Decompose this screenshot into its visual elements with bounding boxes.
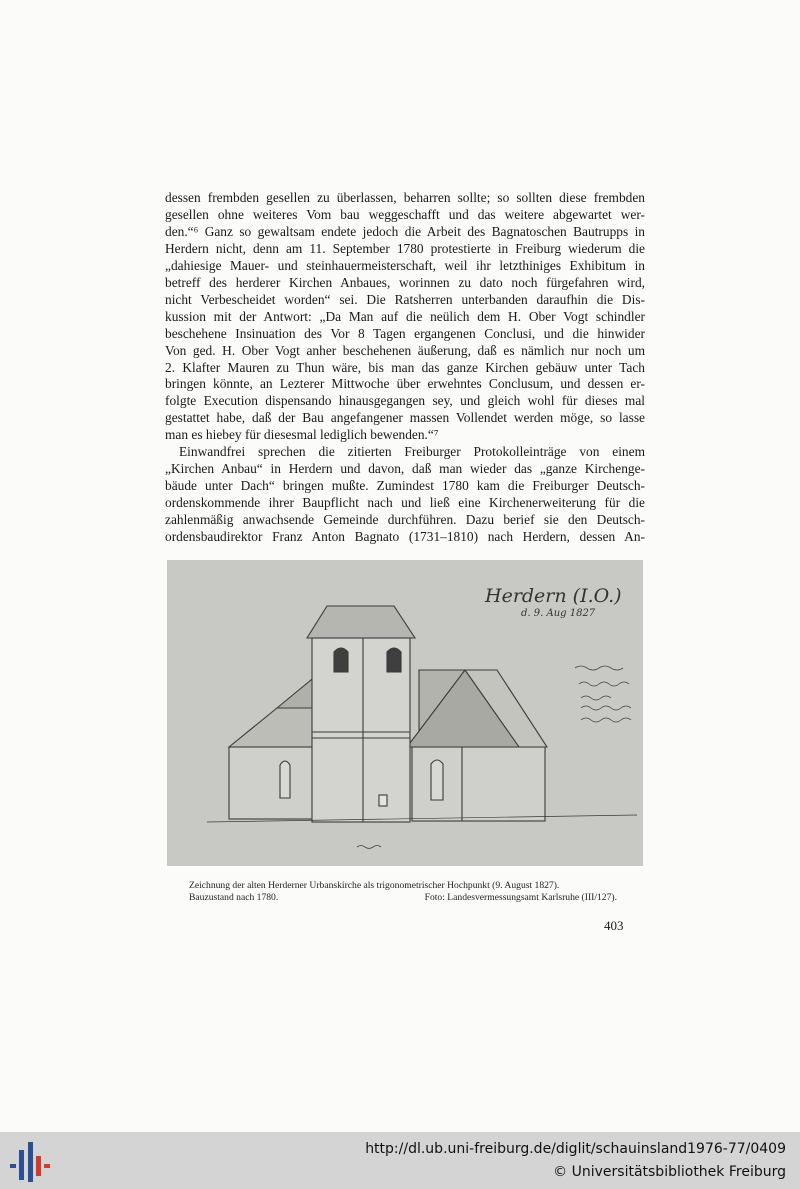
footer-bar bbox=[0, 1132, 800, 1189]
text-line: nicht Verbescheidet worden“ sei. Die Ratsherren unterbanden daraufhin die Dis- bbox=[165, 291, 645, 307]
drawing-inscription: Herdern (I.O.) bbox=[485, 585, 622, 607]
text-line: bäude unter Dach“ bringen mußte. Zumindest 1780 kam die Freiburger Deutsch- bbox=[165, 478, 645, 494]
page-number: 403 bbox=[604, 918, 624, 933]
church-drawing bbox=[167, 560, 643, 866]
text-line: gesellen ohne weiteres Vom bau weggeschafft und das weitere abgewartet wer- bbox=[165, 206, 645, 222]
text-line: folgte Execution dispensando hinausgegangen sey, und gleich wohl für dieses mal bbox=[165, 393, 645, 409]
text-line: dessen frembden gesellen zu überlassen, beharren sollte; so sollten diese frembden bbox=[165, 190, 645, 205]
copyright-notice: © Universitätsbibliothek Freiburg bbox=[553, 1164, 786, 1180]
caption-line-1: Zeichnung der alten Herderner Urbanskirche als trigonometrischer Hochpunkt (9. August 1827). bbox=[189, 880, 560, 891]
library-logo-icon bbox=[10, 1140, 52, 1182]
text-line: kussion mit der Antwort: „Da Man auf die neülich dem H. Ober Vogt schindler bbox=[165, 308, 645, 324]
text-line: „dahiesige Mauer- und steinhauermeisterschaft, weil ihr letzthiniges Exhibitum in bbox=[165, 257, 645, 273]
text-line: Herdern nicht, denn am 11. September 1780 protestierte in Freiburg wiederum die bbox=[165, 240, 645, 256]
text-line: ordensbaudirektor Franz Anton Bagnato (1731–1810) nach Herdern, dessen An- bbox=[165, 529, 645, 545]
text-line: ordenskommende ihrer Baupflicht nach und ließ eine Kirchenerweiterung für die bbox=[165, 495, 645, 511]
text-line: gestattet habe, daß der Bau angefangener massen Vollendet werden möge, so lasse bbox=[165, 410, 645, 426]
church-sketch bbox=[167, 560, 643, 866]
text-line: den.“⁶ Ganz so gewaltsam endete jedoch die Arbeit des Bagnatoschen Bautrupps in bbox=[165, 223, 645, 239]
figure-caption bbox=[189, 880, 617, 904]
text-line: beschehene Insinuation des Vor 8 Tagen ergangenen Conclusi, und die hinwider bbox=[165, 325, 645, 341]
text-line: bringen könnte, an Lezterer Mittwoche über erwehntes Conclusum, und dessen er- bbox=[165, 376, 645, 392]
caption-state: Bauzustand nach 1780. bbox=[189, 892, 279, 904]
drawing-date-note: d. 9. Aug 1827 bbox=[521, 608, 596, 619]
caption-photo-credit: Foto: Landesvermessungsamt Karlsruhe (III/127). bbox=[424, 892, 617, 904]
permalink-link[interactable]: http://dl.ub.uni-freiburg.de/diglit/schauinsland1976-77/0409 bbox=[365, 1141, 786, 1157]
text-line: betreff des herderer Kirchen Anbaues, worinnen zu dato noch fürgefahren wird, bbox=[165, 274, 645, 290]
text-line: Von ged. H. Ober Vogt anher beschehenen äußerung, daß es nämlich nur noch um bbox=[165, 342, 645, 358]
text-line: „Kirchen Anbau“ in Herdern und davon, daß man wieder das „ganze Kirchenge- bbox=[165, 461, 645, 477]
text-line: 2. Klafter Mauren zu Thun wäre, bis man das ganze Kirchen gebäuw unter Tach bbox=[165, 359, 645, 375]
text-line: man es hiebey für diesesmal lediglich bewenden.“⁷ bbox=[165, 427, 439, 443]
body-text bbox=[165, 190, 645, 546]
text-line: Einwandfrei sprechen die zitierten Freiburger Protokolleinträge von einem bbox=[179, 444, 645, 460]
text-line: zahlenmäßig anwachsende Gemeinde durchführen. Dazu berief sie den Deutsch- bbox=[165, 512, 645, 528]
